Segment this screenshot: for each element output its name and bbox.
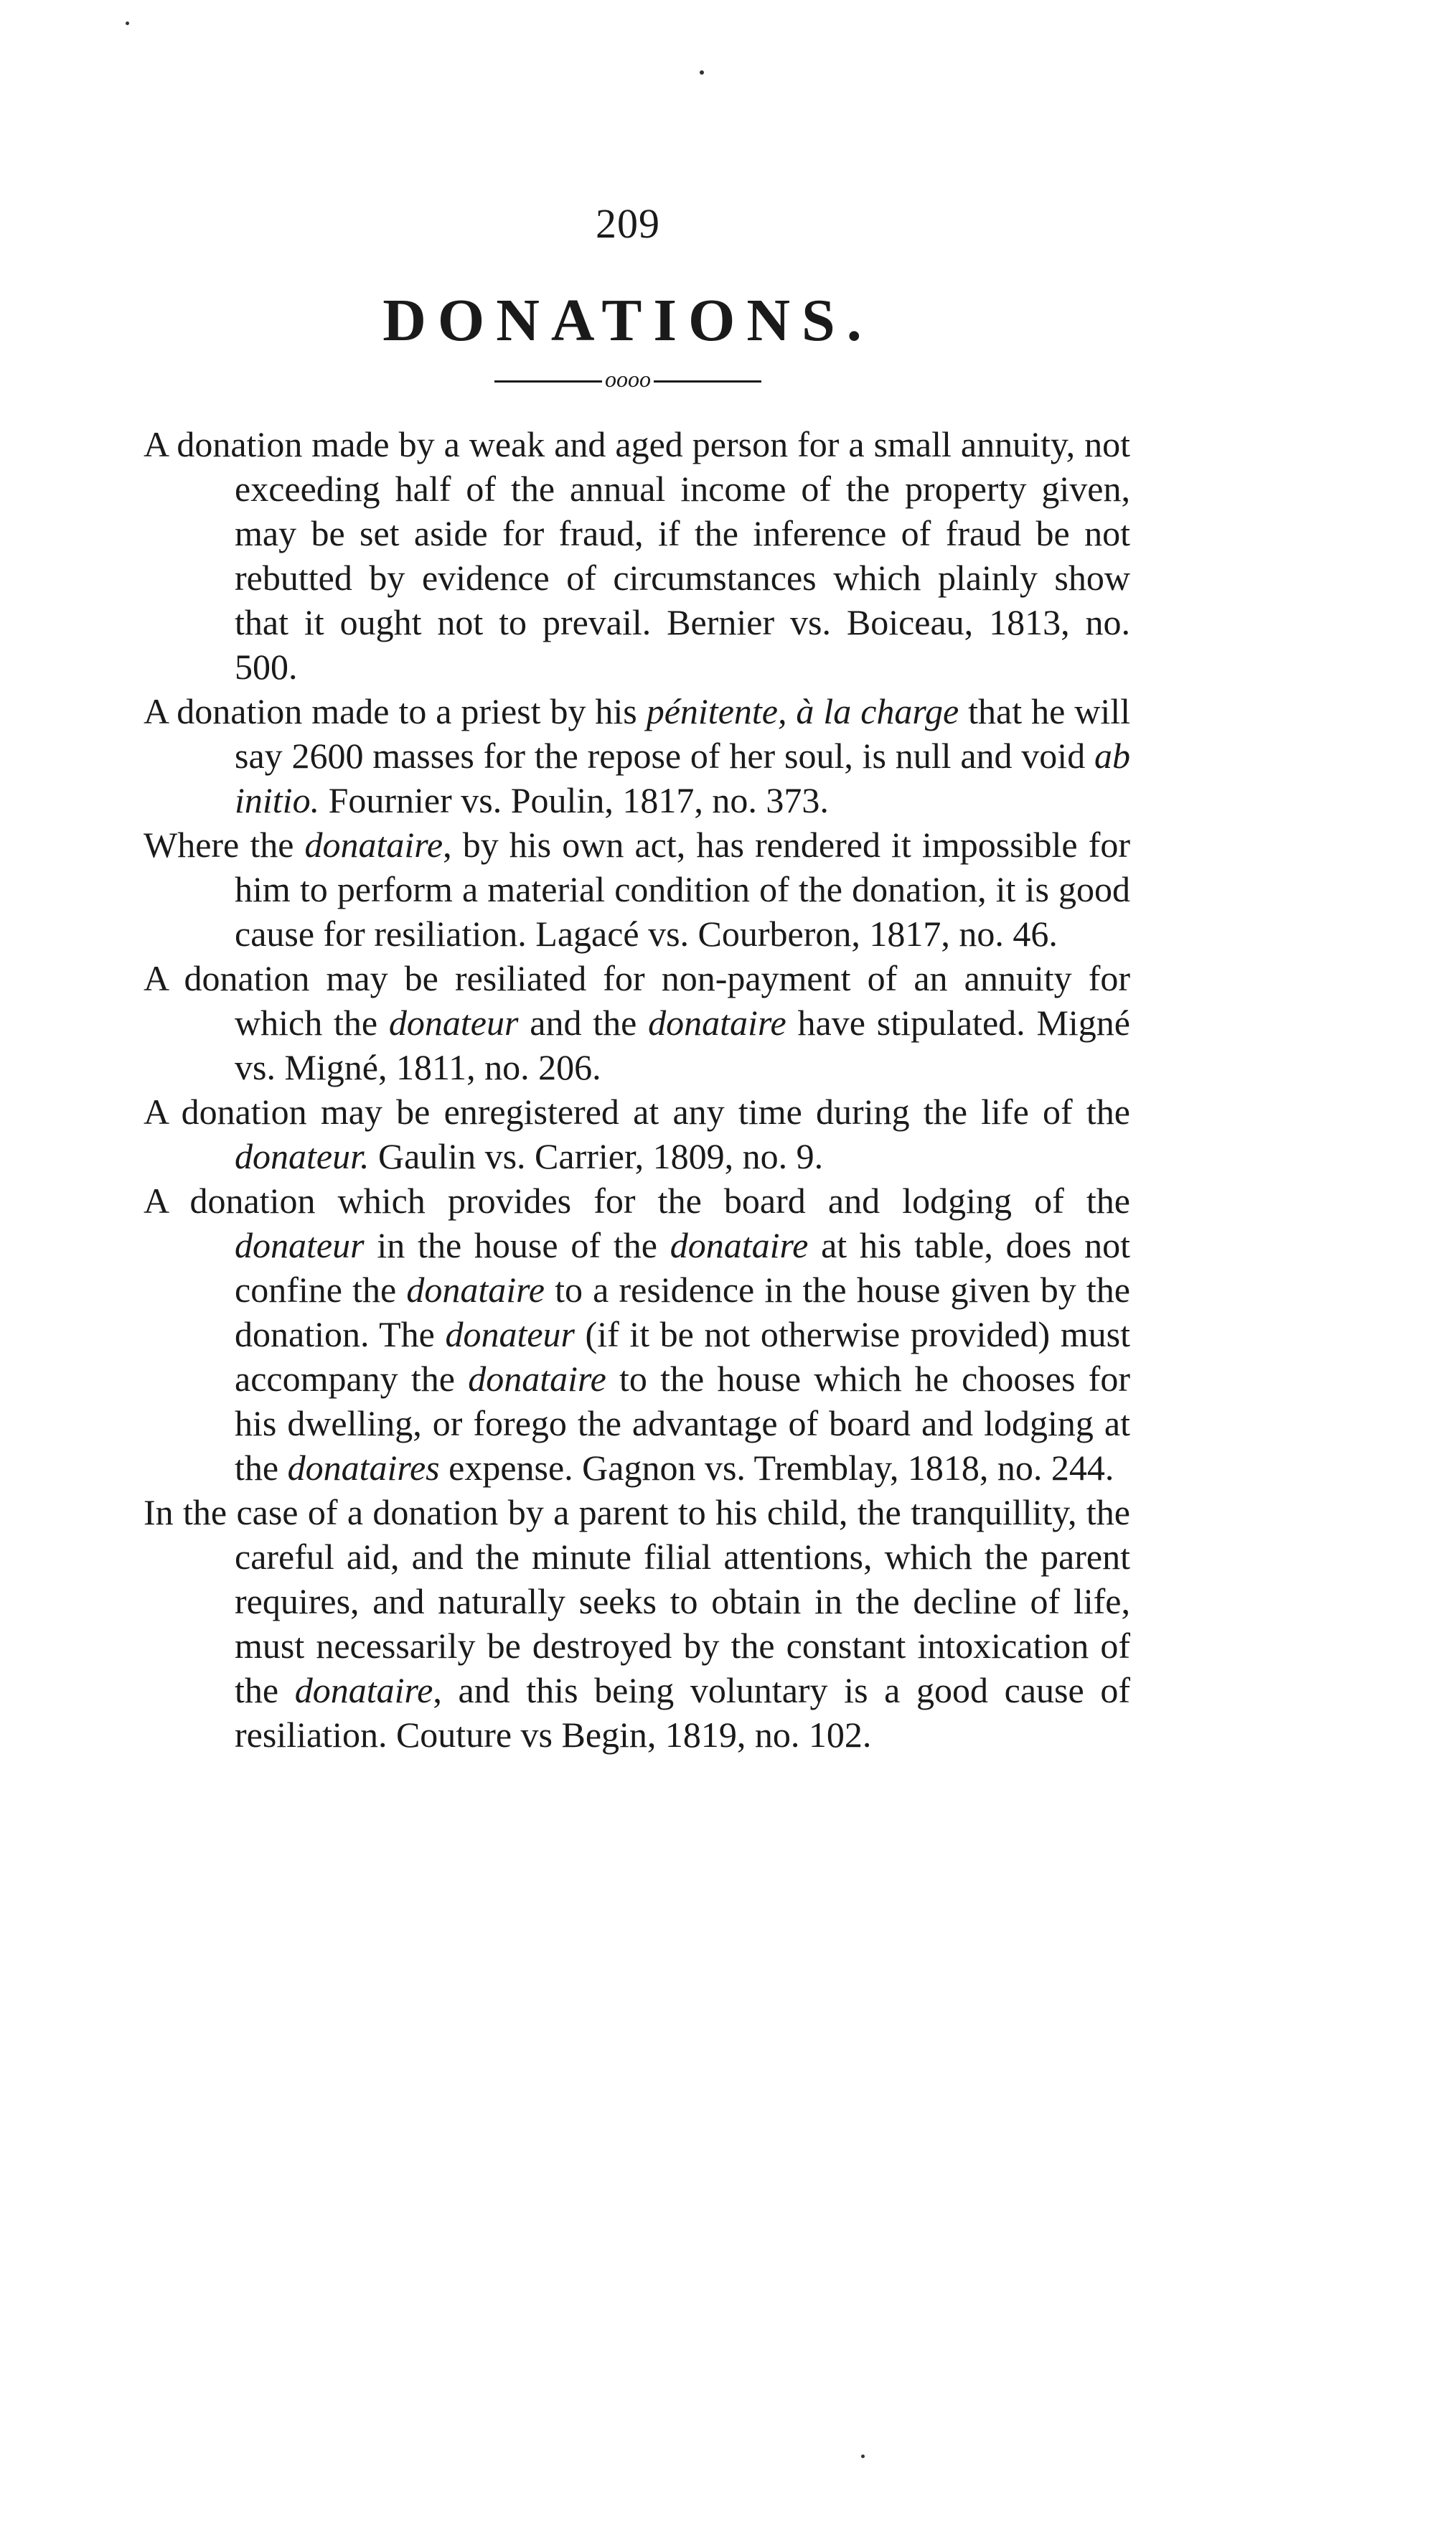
entry-text: A donation may be enregistered at any time during the life of the	[144, 1092, 1130, 1132]
page-number: 209	[596, 200, 660, 247]
entry-italic-term: donataire	[304, 825, 443, 865]
entry-text: A donation made to a priest by his	[144, 691, 647, 731]
entry-text: and the	[518, 1003, 649, 1043]
heading-ornament	[0, 365, 1256, 393]
entry-text: A donation which provides for the board and lodging of the	[144, 1181, 1130, 1221]
entry-italic-term: donataire	[294, 1670, 433, 1710]
entries-list	[144, 422, 1130, 1757]
entry-italic-term: donateur	[235, 1225, 365, 1265]
entry-italic-term: donateur	[388, 1003, 519, 1043]
entry-text: Fournier vs. Poulin, 1817, no. 373.	[319, 780, 829, 820]
entry-text: , and this being voluntary is a good cause of resiliation. Couture vs Begin, 1819, no. 102.	[235, 1670, 1130, 1755]
entry-text: to the house which he chooses for his dwelling, or forego the advantage of board and lodging at the	[235, 1359, 1130, 1488]
entry-italic-term: ab initio.	[235, 736, 1130, 820]
section-heading: DONATIONS.	[382, 287, 873, 354]
entry-text: (if it be not otherwise provided) must accompany the	[235, 1314, 1130, 1399]
entry-italic-term: donataire	[406, 1270, 545, 1310]
scan-speck	[126, 22, 129, 25]
scan-speck	[861, 2455, 865, 2458]
entry-italic-term: donataire	[468, 1359, 606, 1399]
entry-paragraph	[144, 822, 1130, 956]
entry-text: A donation made by a weak and aged person for a small annuity, not exceeding half of the annual income of the property given, may be set aside for fraud, if the inference of fraud be not rebutted by evidence of circumstances which plainly show that it ought not to prevail. Bernier vs. Boiceau, 1813, no. 500.	[144, 424, 1130, 687]
entry-italic-term: donateur.	[235, 1136, 370, 1176]
ornament-rule-left	[494, 380, 602, 383]
entry-text: at his table, does not confine the	[235, 1225, 1130, 1310]
entry-text: In the case of a donation by a parent to his child, the tranquillity, the careful aid, and the minute filial attentions, which the parent requires, and naturally seeks to obtain in the decline of life, must necessarily be destroyed by the constant intoxication of the	[144, 1492, 1130, 1710]
entry-text: that he will say 2600 masses for the repose of her soul, is null and void	[235, 691, 1131, 776]
entry-text: have stipulated. Migné vs. Migné, 1811, no. 206.	[235, 1003, 1130, 1087]
entry-paragraph	[144, 956, 1130, 1089]
entry-paragraph	[144, 1178, 1130, 1490]
entry-italic-term: donataires	[287, 1448, 440, 1488]
entry-text: A donation may be resiliated for non-payment of an annuity for which the	[144, 958, 1130, 1043]
entry-text: , by his own act, has rendered it impossible for him to perform a material condition of the donation, it is good cause for resiliation. Lagacé vs. Courberon, 1817, no. 46.	[235, 825, 1130, 954]
entry-text: expense. Gagnon vs. Tremblay, 1818, no. 244.	[439, 1448, 1114, 1488]
ornament-text: oooo	[605, 366, 651, 392]
entry-paragraph	[144, 1089, 1130, 1178]
ornament-rule-right	[654, 380, 761, 383]
entry-text: in the house of the	[364, 1225, 670, 1265]
entry-text: to a residence in the house given by the donation. The	[235, 1270, 1131, 1354]
entry-paragraph	[144, 422, 1130, 689]
entry-italic-term: donataire	[648, 1003, 786, 1043]
entry-paragraph	[144, 1490, 1130, 1757]
entry-italic-term: donateur	[445, 1314, 575, 1354]
scan-speck	[700, 70, 704, 75]
entry-italic-term: pénitente, à la charge	[646, 691, 959, 731]
entry-paragraph	[144, 689, 1130, 822]
entry-text: Gaulin vs. Carrier, 1809, no. 9.	[369, 1136, 824, 1176]
entry-text: Where the	[144, 825, 305, 865]
entry-italic-term: donataire	[670, 1225, 809, 1265]
